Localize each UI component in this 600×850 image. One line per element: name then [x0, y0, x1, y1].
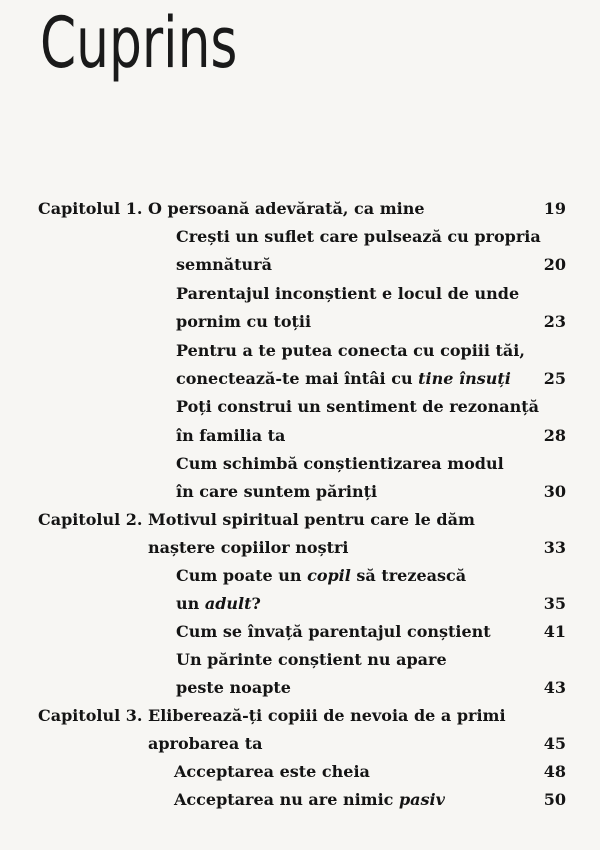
- page-number: 50: [543, 790, 566, 809]
- chapter-title[interactable]: aprobarea ta: [148, 734, 263, 753]
- section-title[interactable]: în care suntem părinți: [176, 482, 378, 501]
- section-title[interactable]: Cum schimbă conștientizarea modul: [176, 454, 504, 473]
- page-number: 43: [543, 678, 566, 697]
- section-title[interactable]: [176, 566, 466, 586]
- chapter-label: Capitolul 3.: [38, 706, 143, 725]
- page-number: 23: [543, 312, 566, 331]
- section-text: Cum poate un: [176, 566, 308, 585]
- section-title[interactable]: Pentru a te putea conecta cu copiii tăi,: [176, 341, 525, 360]
- chapter-title[interactable]: Eliberează-ți copiii de nevoia de a primi: [148, 706, 506, 725]
- section-text: conectează-te mai întâi cu: [176, 369, 419, 388]
- section-title[interactable]: Acceptarea este cheia: [174, 762, 370, 781]
- chapter-label: Capitolul 1.: [38, 199, 143, 218]
- section-title[interactable]: Parentajul inconștient e locul de unde: [176, 284, 520, 303]
- section-title[interactable]: Un părinte conștient nu apare: [176, 650, 447, 669]
- section-title[interactable]: Crești un suflet care pulsează cu propria: [176, 227, 541, 246]
- section-title[interactable]: [176, 369, 511, 389]
- section-title[interactable]: [176, 594, 261, 614]
- page-number: 33: [543, 538, 566, 557]
- section-title[interactable]: semnătură: [176, 255, 272, 274]
- page-number: 20: [543, 255, 566, 274]
- page-number: 19: [543, 199, 566, 218]
- page-number: 35: [543, 594, 566, 613]
- page-number: 48: [543, 762, 566, 781]
- page-number: 30: [543, 482, 566, 501]
- section-title[interactable]: în familia ta: [176, 426, 286, 445]
- chapter-title[interactable]: Motivul spiritual pentru care le dăm: [148, 510, 475, 529]
- chapter-title[interactable]: naștere copiilor noștri: [148, 538, 349, 557]
- page-number: 28: [543, 426, 566, 445]
- section-title[interactable]: Poți construi un sentiment de rezonanță: [176, 397, 539, 416]
- section-text: Acceptarea nu are nimic: [174, 790, 399, 809]
- section-italic: tine însuți: [418, 369, 511, 388]
- section-text: un: [176, 594, 205, 613]
- section-italic: adult: [204, 594, 252, 613]
- page-title: Cuprins: [40, 2, 238, 84]
- section-text: să trezească: [350, 566, 467, 585]
- section-title[interactable]: pornim cu toții: [176, 312, 312, 331]
- chapter-title[interactable]: O persoană adevărată, ca mine: [148, 199, 425, 218]
- section-title[interactable]: peste noapte: [176, 678, 291, 697]
- section-italic: pasiv: [398, 790, 445, 809]
- section-text: ?: [251, 594, 261, 613]
- section-title[interactable]: Cum se învață parentajul conștient: [176, 622, 491, 641]
- page-number: 45: [543, 734, 566, 753]
- section-title[interactable]: [174, 790, 445, 810]
- page-number: 41: [543, 622, 566, 641]
- chapter-label: Capitolul 2.: [38, 510, 143, 529]
- page-number: 25: [543, 369, 566, 388]
- section-italic: copil: [307, 566, 351, 585]
